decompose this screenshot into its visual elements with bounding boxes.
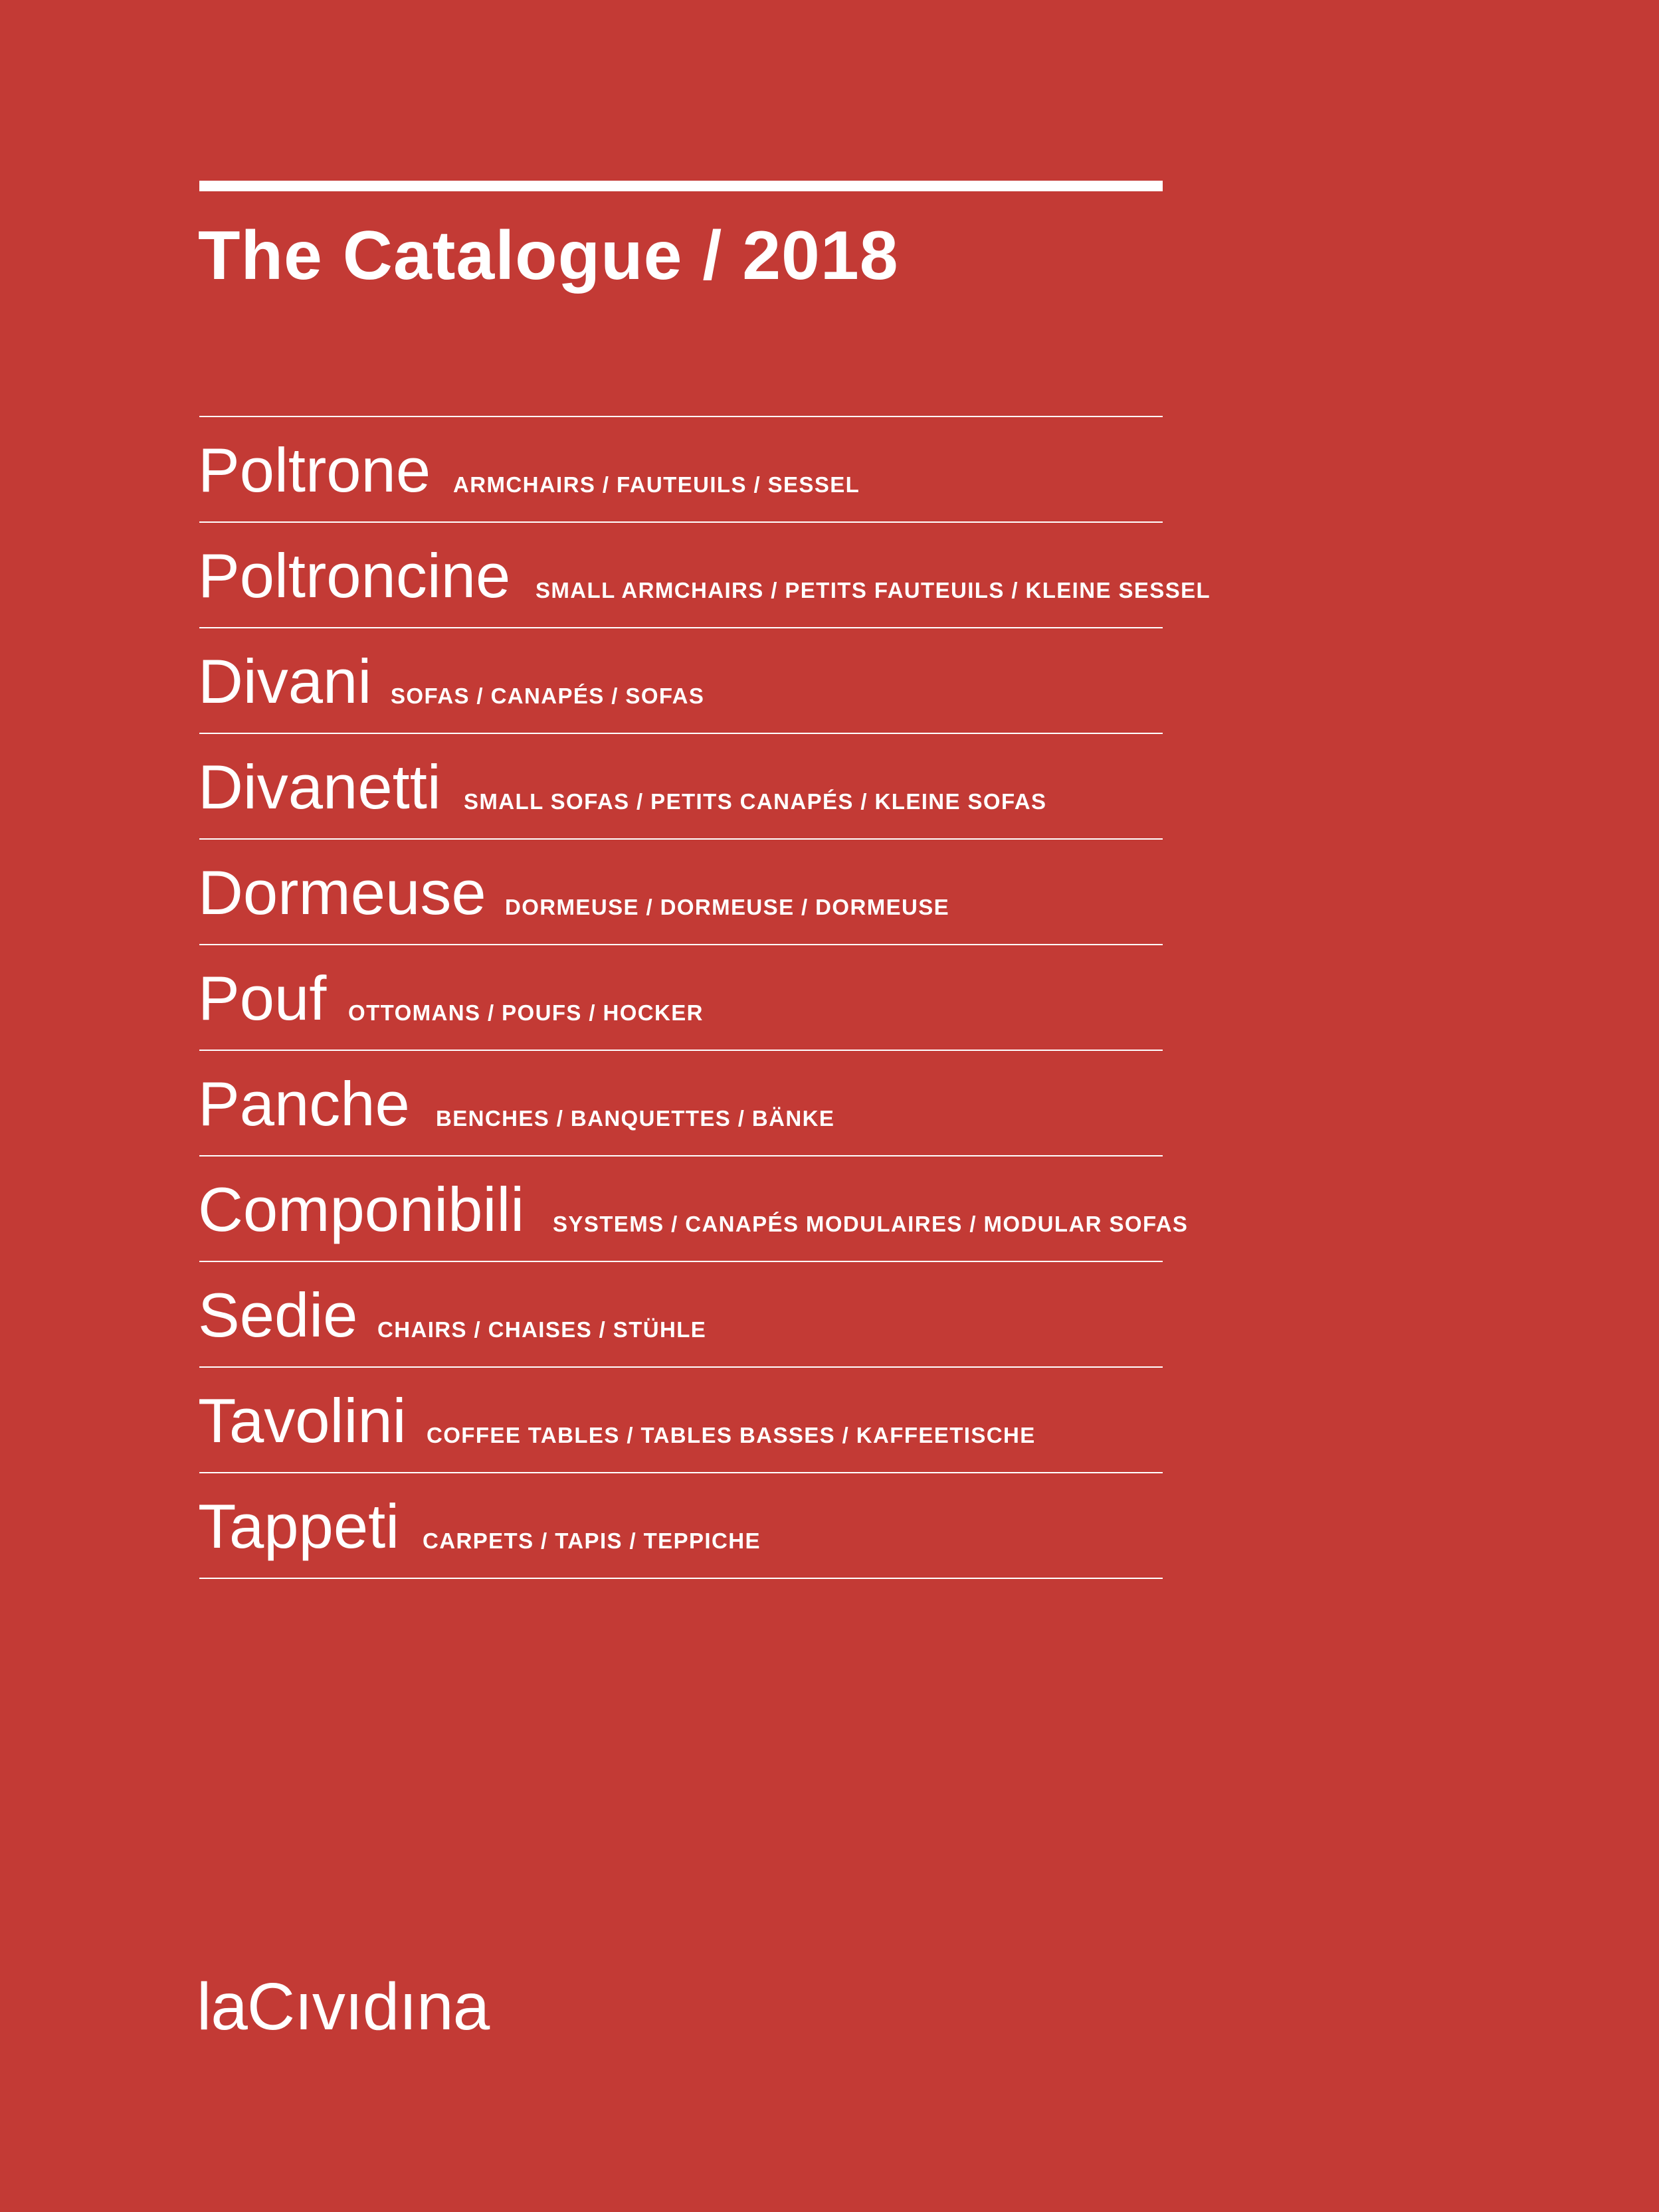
toc-item-panche [199, 1051, 1163, 1156]
toc-item-poltrone [199, 417, 1163, 523]
toc-item-translation: BENCHES / BANQUETTES / BÄNKE [436, 1106, 835, 1131]
toc-item-name: Poltroncine [198, 541, 511, 610]
toc-item-name: Pouf [198, 963, 327, 1033]
toc-item-translation: ARMCHAIRS / FAUTEUILS / SESSEL [453, 472, 860, 497]
table-of-contents [198, 416, 1211, 1579]
toc-item-translation: SOFAS / CANAPÉS / SOFAS [391, 684, 705, 708]
toc-item-translation: SMALL ARMCHAIRS / PETITS FAUTEUILS / KLEINE SESSEL [536, 578, 1211, 602]
page-title: The Catalogue / 2018 [198, 217, 899, 294]
toc-item-translation: OTTOMANS / POUFS / HOCKER [348, 1000, 704, 1025]
toc-item-translation: DORMEUSE / DORMEUSE / DORMEUSE [505, 895, 950, 919]
toc-item-translation: SYSTEMS / CANAPÉS MODULAIRES / MODULAR SOFAS [553, 1212, 1189, 1236]
toc-item-name: Tavolini [198, 1386, 407, 1455]
toc-item-name: Sedie [198, 1280, 358, 1350]
toc-item-name: Panche [198, 1069, 410, 1139]
toc-item-componibili [198, 1156, 1189, 1262]
toc-item-pouf [199, 945, 1163, 1051]
toc-item-name: Poltrone [198, 435, 431, 505]
toc-item-tavolini [199, 1368, 1163, 1473]
brand-logo: laCıvıdına [197, 1970, 490, 2044]
toc-item-divanetti [199, 734, 1163, 840]
toc-item-translation: CARPETS / TAPIS / TEPPICHE [423, 1528, 761, 1553]
toc-item-translation: SMALL SOFAS / PETITS CANAPÉS / KLEINE SOFAS [464, 789, 1047, 814]
top-rule [199, 181, 1163, 191]
toc-item-name: Tappeti [198, 1491, 400, 1561]
toc-item-name: Componibili [198, 1174, 525, 1244]
toc-item-translation: COFFEE TABLES / TABLES BASSES / KAFFEETISCHE [427, 1423, 1036, 1447]
toc-item-name: Dormeuse [198, 858, 486, 927]
toc-item-name: Divanetti [198, 752, 441, 822]
toc-item-translation: CHAIRS / CHAISES / STÜHLE [377, 1317, 707, 1342]
toc-item-name: Divani [198, 646, 372, 716]
toc-item-divani [199, 628, 1163, 734]
toc-item-tappeti [199, 1473, 1163, 1579]
toc-item-dormeuse [199, 840, 1163, 945]
toc-item-poltroncine [198, 523, 1211, 628]
toc-item-sedie [199, 1262, 1163, 1368]
